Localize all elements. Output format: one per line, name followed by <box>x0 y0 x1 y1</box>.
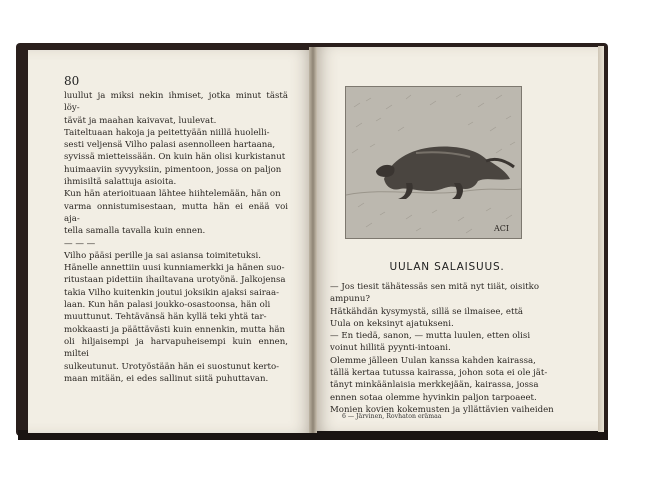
section-separator: — — — <box>64 238 96 249</box>
footnote: 6 — Järvinen, Rovhaton erämaa <box>342 413 442 420</box>
paragraph: — Jos tiesit tähätessäs sen mitä nyt tiiät, oisitko ampunu? <box>330 282 540 305</box>
right-page-text <box>330 281 564 416</box>
illustration-drawing <box>346 87 521 238</box>
paragraph: Olemme jälleen Uulan kanssa kahden kairassa, tällä kertaa tutussa kairassa, johon sota ei ole jät- tänyt minkäänlaisia merkkejään, kairassa, jossa ennen sotaa olemme hyvinkin paljon tarpoaeet. Monien kovien kokemusten ja yllättävien vaiheiden <box>330 355 554 415</box>
artist-signature: ACI <box>494 224 510 233</box>
page-number: 80 <box>64 74 80 88</box>
paragraph: — En tiedä, sanon, — mutta luulen, etten olisi voinut hillitä pyynti-intoani. <box>330 331 531 354</box>
book-gutter <box>309 47 317 433</box>
paragraph: Kun hän aterioituaan lähtee hiihtelemään, hän on varma onnistumisestaan, mutta hän ei enää voi aja- tella samalla tavalla kuin ennen. <box>64 189 288 237</box>
paragraph: Vilho pääsi perille ja sai asiansa toimitetuksi. Hänelle annettiin uusi kunniamerkki ja hänen suo- ritustaan pidettiin ihailtavana urotyönä. Jalkojensa takia Vilho kuitenkin joutui joksikin ajaksi sairaa- laan. Kun hän palasi joukko-osastoonsa, hän oli muuttunut. Tehtävänsä hän kyllä teki yhtä tar- mokkaasti ja päättävästi kuin ennenkin, mutta hän oli hiljaisempi ja harvapuheisempi kuin ennen, miltei sulkeutunut. Urotyöstään hän ei suostunut kerto- maan mitään, ei edes sallinut siitä puhuttavan. <box>64 250 288 384</box>
wolverine-illustration <box>345 86 522 239</box>
paragraph: Hätkähdän kysymystä, sillä se ilmaisee, että Uula on keksinyt ajatukseni. <box>330 306 524 329</box>
left-page-text <box>64 90 288 385</box>
paragraph: luullut ja miksi nekin ihmiset, jotka minut tästä löy- tävät ja maahan kaivavat, luulevat. <box>64 91 288 126</box>
paragraph: Taiteltuaan hakoja ja peitettyään niillä huolelli- sesti veljensä Vilho palasi asennolleen hartaana, syvissä mietteissään. On kuin hän olisi kurkistanut huimaaviin syvyyksiin, pimentoon, jossa on paljon ihmisiltä salattuja asioita. <box>64 127 286 188</box>
page-edges <box>598 46 604 432</box>
chapter-title: UULAN SALAISUUS. <box>389 261 505 273</box>
